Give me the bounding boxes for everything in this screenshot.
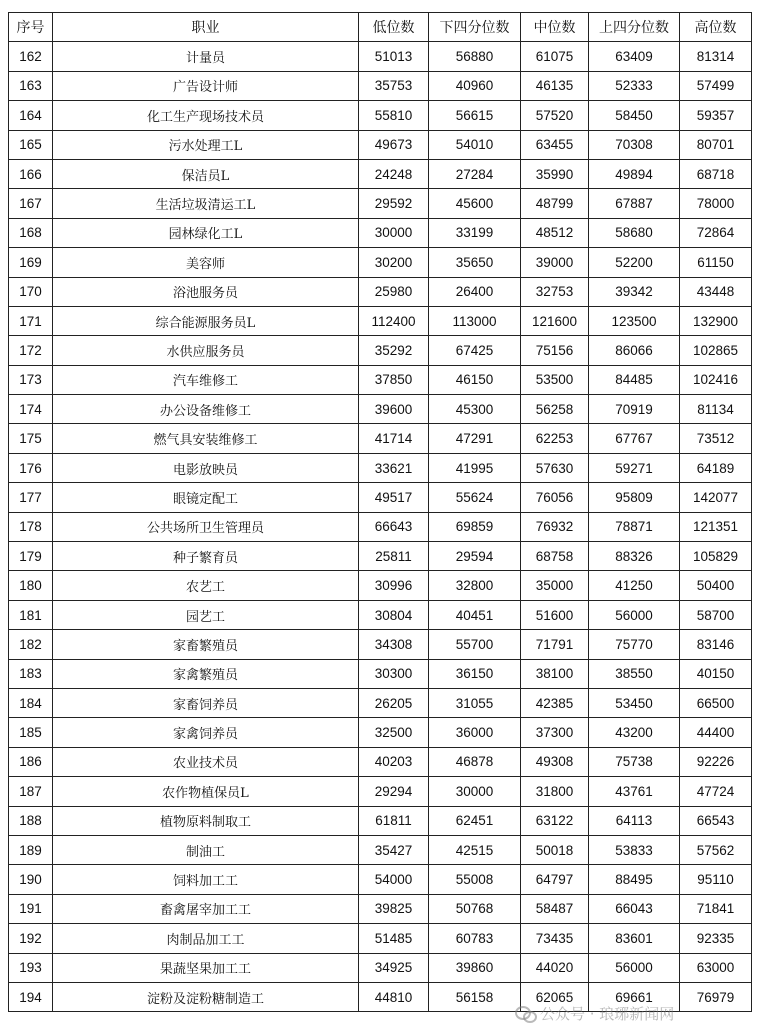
cell-median: 57630 — [521, 453, 589, 482]
cell-median: 76932 — [521, 512, 589, 541]
cell-q3: 43761 — [589, 777, 680, 806]
cell-job: 农艺工 — [53, 571, 359, 600]
table-row — [9, 424, 752, 453]
cell-low: 66643 — [359, 512, 429, 541]
table-row — [9, 248, 752, 277]
cell-q1: 27284 — [429, 159, 521, 188]
cell-median: 56258 — [521, 395, 589, 424]
cell-median: 31800 — [521, 777, 589, 806]
cell-low: 25811 — [359, 542, 429, 571]
cell-seq: 184 — [9, 688, 53, 717]
header-seq: 序号 — [9, 13, 53, 42]
cell-low: 41714 — [359, 424, 429, 453]
cell-low: 49517 — [359, 483, 429, 512]
cell-high: 58700 — [680, 600, 752, 629]
cell-q1: 69859 — [429, 512, 521, 541]
cell-job: 农业技术员 — [53, 747, 359, 776]
table-row — [9, 453, 752, 482]
cell-seq: 168 — [9, 218, 53, 247]
header-row — [9, 13, 752, 42]
cell-high: 63000 — [680, 953, 752, 982]
table-row — [9, 277, 752, 306]
cell-high: 68718 — [680, 159, 752, 188]
table-row — [9, 101, 752, 130]
cell-job: 美容师 — [53, 248, 359, 277]
cell-seq: 177 — [9, 483, 53, 512]
cell-seq: 176 — [9, 453, 53, 482]
cell-high: 66500 — [680, 688, 752, 717]
cell-low: 44810 — [359, 982, 429, 1011]
cell-job: 公共场所卫生管理员 — [53, 512, 359, 541]
cell-median: 73435 — [521, 924, 589, 953]
cell-job: 饲料加工工 — [53, 865, 359, 894]
cell-high: 95110 — [680, 865, 752, 894]
cell-q1: 36150 — [429, 659, 521, 688]
cell-median: 121600 — [521, 306, 589, 335]
cell-q3: 70919 — [589, 395, 680, 424]
cell-job: 制油工 — [53, 835, 359, 864]
cell-job: 家禽饲养员 — [53, 718, 359, 747]
cell-q1: 56158 — [429, 982, 521, 1011]
cell-low: 35753 — [359, 71, 429, 100]
table-row — [9, 953, 752, 982]
cell-seq: 164 — [9, 101, 53, 130]
cell-low: 55810 — [359, 101, 429, 130]
cell-job: 化工生产现场技术员 — [53, 101, 359, 130]
cell-q3: 38550 — [589, 659, 680, 688]
header-job: 职业 — [53, 13, 359, 42]
watermark-text: 公众号 · 琅琊新闻网 — [540, 1005, 675, 1023]
cell-q3: 84485 — [589, 365, 680, 394]
cell-q1: 40960 — [429, 71, 521, 100]
cell-high: 142077 — [680, 483, 752, 512]
header-high: 高位数 — [680, 13, 752, 42]
cell-q3: 78871 — [589, 512, 680, 541]
table-row — [9, 336, 752, 365]
cell-median: 39000 — [521, 248, 589, 277]
cell-q3: 41250 — [589, 571, 680, 600]
cell-job: 广告设计师 — [53, 71, 359, 100]
cell-seq: 181 — [9, 600, 53, 629]
cell-high: 44400 — [680, 718, 752, 747]
cell-q3: 49894 — [589, 159, 680, 188]
cell-q1: 31055 — [429, 688, 521, 717]
cell-q3: 39342 — [589, 277, 680, 306]
cell-job: 家禽繁殖员 — [53, 659, 359, 688]
cell-q3: 67887 — [589, 189, 680, 218]
table-row — [9, 130, 752, 159]
cell-q1: 45600 — [429, 189, 521, 218]
cell-low: 30996 — [359, 571, 429, 600]
table-row — [9, 718, 752, 747]
cell-q1: 56615 — [429, 101, 521, 130]
cell-high: 43448 — [680, 277, 752, 306]
cell-median: 38100 — [521, 659, 589, 688]
cell-q1: 41995 — [429, 453, 521, 482]
cell-q3: 75770 — [589, 630, 680, 659]
cell-job: 汽车维修工 — [53, 365, 359, 394]
cell-q1: 55624 — [429, 483, 521, 512]
table-row — [9, 395, 752, 424]
cell-seq: 186 — [9, 747, 53, 776]
cell-seq: 169 — [9, 248, 53, 277]
cell-median: 51600 — [521, 600, 589, 629]
cell-seq: 179 — [9, 542, 53, 571]
cell-high: 59357 — [680, 101, 752, 130]
cell-job: 淀粉及淀粉糖制造工 — [53, 982, 359, 1011]
cell-seq: 172 — [9, 336, 53, 365]
cell-low: 32500 — [359, 718, 429, 747]
cell-seq: 185 — [9, 718, 53, 747]
cell-q3: 59271 — [589, 453, 680, 482]
table-row — [9, 512, 752, 541]
cell-q1: 60783 — [429, 924, 521, 953]
cell-high: 132900 — [680, 306, 752, 335]
cell-q1: 46878 — [429, 747, 521, 776]
cell-job: 园艺工 — [53, 600, 359, 629]
cell-job: 眼镜定配工 — [53, 483, 359, 512]
cell-median: 75156 — [521, 336, 589, 365]
cell-seq: 170 — [9, 277, 53, 306]
cell-job: 种子繁育员 — [53, 542, 359, 571]
table-row — [9, 865, 752, 894]
cell-high: 57499 — [680, 71, 752, 100]
cell-median: 32753 — [521, 277, 589, 306]
cell-median: 64797 — [521, 865, 589, 894]
cell-job: 保洁员L — [53, 159, 359, 188]
cell-job: 污水处理工L — [53, 130, 359, 159]
table-row — [9, 571, 752, 600]
table-row — [9, 365, 752, 394]
cell-q3: 56000 — [589, 600, 680, 629]
cell-q3: 53833 — [589, 835, 680, 864]
cell-seq: 189 — [9, 835, 53, 864]
cell-seq: 193 — [9, 953, 53, 982]
cell-seq: 174 — [9, 395, 53, 424]
cell-q1: 113000 — [429, 306, 521, 335]
cell-low: 112400 — [359, 306, 429, 335]
cell-q3: 43200 — [589, 718, 680, 747]
cell-high: 61150 — [680, 248, 752, 277]
cell-seq: 183 — [9, 659, 53, 688]
cell-median: 35000 — [521, 571, 589, 600]
table-row — [9, 189, 752, 218]
cell-high: 121351 — [680, 512, 752, 541]
cell-q1: 54010 — [429, 130, 521, 159]
header-q1: 下四分位数 — [429, 13, 521, 42]
cell-low: 39825 — [359, 894, 429, 923]
cell-high: 102416 — [680, 365, 752, 394]
cell-seq: 166 — [9, 159, 53, 188]
cell-median: 58487 — [521, 894, 589, 923]
cell-seq: 182 — [9, 630, 53, 659]
table-row — [9, 747, 752, 776]
cell-job: 燃气具安装维修工 — [53, 424, 359, 453]
cell-q3: 123500 — [589, 306, 680, 335]
cell-median: 63122 — [521, 806, 589, 835]
cell-high: 72864 — [680, 218, 752, 247]
cell-q3: 75738 — [589, 747, 680, 776]
table-row — [9, 542, 752, 571]
table-row — [9, 835, 752, 864]
cell-low: 37850 — [359, 365, 429, 394]
cell-q3: 63409 — [589, 42, 680, 71]
cell-low: 26205 — [359, 688, 429, 717]
table-body — [9, 42, 752, 1012]
cell-median: 57520 — [521, 101, 589, 130]
cell-q3: 86066 — [589, 336, 680, 365]
cell-job: 家畜饲养员 — [53, 688, 359, 717]
cell-job: 植物原料制取工 — [53, 806, 359, 835]
table-row — [9, 483, 752, 512]
cell-low: 40203 — [359, 747, 429, 776]
cell-median: 62065 — [521, 982, 589, 1011]
cell-q1: 67425 — [429, 336, 521, 365]
cell-high: 64189 — [680, 453, 752, 482]
cell-low: 30200 — [359, 248, 429, 277]
cell-q3: 52333 — [589, 71, 680, 100]
cell-job: 水供应服务员 — [53, 336, 359, 365]
cell-high: 76979 — [680, 982, 752, 1011]
cell-q3: 64113 — [589, 806, 680, 835]
cell-median: 44020 — [521, 953, 589, 982]
cell-q3: 69661 — [589, 982, 680, 1011]
table-row — [9, 894, 752, 923]
cell-job: 电影放映员 — [53, 453, 359, 482]
cell-seq: 171 — [9, 306, 53, 335]
cell-q1: 42515 — [429, 835, 521, 864]
cell-high: 92335 — [680, 924, 752, 953]
table-row — [9, 42, 752, 71]
cell-low: 33621 — [359, 453, 429, 482]
cell-seq: 167 — [9, 189, 53, 218]
cell-median: 68758 — [521, 542, 589, 571]
cell-low: 39600 — [359, 395, 429, 424]
cell-low: 35427 — [359, 835, 429, 864]
cell-high: 66543 — [680, 806, 752, 835]
cell-high: 71841 — [680, 894, 752, 923]
table-row — [9, 659, 752, 688]
cell-q1: 62451 — [429, 806, 521, 835]
cell-seq: 162 — [9, 42, 53, 71]
cell-q1: 36000 — [429, 718, 521, 747]
cell-median: 48799 — [521, 189, 589, 218]
table-row — [9, 159, 752, 188]
cell-q1: 47291 — [429, 424, 521, 453]
cell-q1: 29594 — [429, 542, 521, 571]
salary-table — [8, 12, 752, 1012]
cell-high: 57562 — [680, 835, 752, 864]
cell-q1: 55700 — [429, 630, 521, 659]
cell-q3: 95809 — [589, 483, 680, 512]
cell-job: 综合能源服务员L — [53, 306, 359, 335]
cell-seq: 178 — [9, 512, 53, 541]
cell-low: 54000 — [359, 865, 429, 894]
cell-high: 73512 — [680, 424, 752, 453]
cell-seq: 180 — [9, 571, 53, 600]
cell-high: 78000 — [680, 189, 752, 218]
cell-q1: 45300 — [429, 395, 521, 424]
table-row — [9, 306, 752, 335]
cell-low: 24248 — [359, 159, 429, 188]
table-row — [9, 982, 752, 1011]
cell-median: 46135 — [521, 71, 589, 100]
cell-low: 25980 — [359, 277, 429, 306]
cell-low: 51013 — [359, 42, 429, 71]
cell-high: 105829 — [680, 542, 752, 571]
cell-seq: 187 — [9, 777, 53, 806]
cell-high: 92226 — [680, 747, 752, 776]
table-row — [9, 218, 752, 247]
cell-seq: 192 — [9, 924, 53, 953]
cell-q3: 56000 — [589, 953, 680, 982]
cell-q3: 83601 — [589, 924, 680, 953]
cell-q1: 50768 — [429, 894, 521, 923]
cell-low: 34308 — [359, 630, 429, 659]
cell-q1: 35650 — [429, 248, 521, 277]
cell-median: 61075 — [521, 42, 589, 71]
cell-q1: 30000 — [429, 777, 521, 806]
cell-seq: 163 — [9, 71, 53, 100]
cell-median: 76056 — [521, 483, 589, 512]
cell-low: 29592 — [359, 189, 429, 218]
cell-job: 园林绿化工L — [53, 218, 359, 247]
cell-low: 49673 — [359, 130, 429, 159]
cell-low: 61811 — [359, 806, 429, 835]
table-row — [9, 600, 752, 629]
cell-job: 生活垃圾清运工L — [53, 189, 359, 218]
cell-seq: 173 — [9, 365, 53, 394]
cell-job: 浴池服务员 — [53, 277, 359, 306]
cell-q3: 66043 — [589, 894, 680, 923]
table-header — [9, 13, 752, 42]
cell-seq: 191 — [9, 894, 53, 923]
salary-table-container — [8, 12, 752, 1012]
cell-high: 81314 — [680, 42, 752, 71]
cell-median: 48512 — [521, 218, 589, 247]
cell-high: 50400 — [680, 571, 752, 600]
cell-seq: 190 — [9, 865, 53, 894]
cell-q1: 26400 — [429, 277, 521, 306]
cell-seq: 194 — [9, 982, 53, 1011]
cell-high: 81134 — [680, 395, 752, 424]
cell-q3: 88495 — [589, 865, 680, 894]
cell-job: 畜禽屠宰加工工 — [53, 894, 359, 923]
cell-median: 50018 — [521, 835, 589, 864]
cell-median: 62253 — [521, 424, 589, 453]
cell-median: 53500 — [521, 365, 589, 394]
table-row — [9, 688, 752, 717]
cell-high: 80701 — [680, 130, 752, 159]
cell-median: 71791 — [521, 630, 589, 659]
cell-q3: 58450 — [589, 101, 680, 130]
cell-high: 40150 — [680, 659, 752, 688]
cell-median: 42385 — [521, 688, 589, 717]
cell-q1: 33199 — [429, 218, 521, 247]
header-median: 中位数 — [521, 13, 589, 42]
cell-median: 63455 — [521, 130, 589, 159]
cell-q1: 46150 — [429, 365, 521, 394]
cell-low: 30000 — [359, 218, 429, 247]
cell-q3: 70308 — [589, 130, 680, 159]
cell-low: 34925 — [359, 953, 429, 982]
cell-low: 51485 — [359, 924, 429, 953]
cell-job: 办公设备维修工 — [53, 395, 359, 424]
cell-job: 肉制品加工工 — [53, 924, 359, 953]
cell-median: 49308 — [521, 747, 589, 776]
header-low: 低位数 — [359, 13, 429, 42]
cell-high: 47724 — [680, 777, 752, 806]
cell-median: 37300 — [521, 718, 589, 747]
cell-q3: 58680 — [589, 218, 680, 247]
cell-q1: 32800 — [429, 571, 521, 600]
cell-q3: 88326 — [589, 542, 680, 571]
cell-high: 102865 — [680, 336, 752, 365]
table-row — [9, 71, 752, 100]
cell-seq: 175 — [9, 424, 53, 453]
header-q3: 上四分位数 — [589, 13, 680, 42]
cell-high: 83146 — [680, 630, 752, 659]
cell-q1: 40451 — [429, 600, 521, 629]
cell-seq: 165 — [9, 130, 53, 159]
cell-q3: 53450 — [589, 688, 680, 717]
cell-low: 30804 — [359, 600, 429, 629]
cell-q3: 67767 — [589, 424, 680, 453]
cell-low: 29294 — [359, 777, 429, 806]
cell-low: 35292 — [359, 336, 429, 365]
cell-job: 家畜繁殖员 — [53, 630, 359, 659]
cell-seq: 188 — [9, 806, 53, 835]
table-row — [9, 806, 752, 835]
cell-q1: 56880 — [429, 42, 521, 71]
cell-q1: 39860 — [429, 953, 521, 982]
cell-q3: 52200 — [589, 248, 680, 277]
table-row — [9, 630, 752, 659]
table-row — [9, 924, 752, 953]
cell-median: 35990 — [521, 159, 589, 188]
cell-q1: 55008 — [429, 865, 521, 894]
cell-job: 计量员 — [53, 42, 359, 71]
cell-low: 30300 — [359, 659, 429, 688]
table-row — [9, 777, 752, 806]
cell-job: 农作物植保员L — [53, 777, 359, 806]
cell-job: 果蔬坚果加工工 — [53, 953, 359, 982]
